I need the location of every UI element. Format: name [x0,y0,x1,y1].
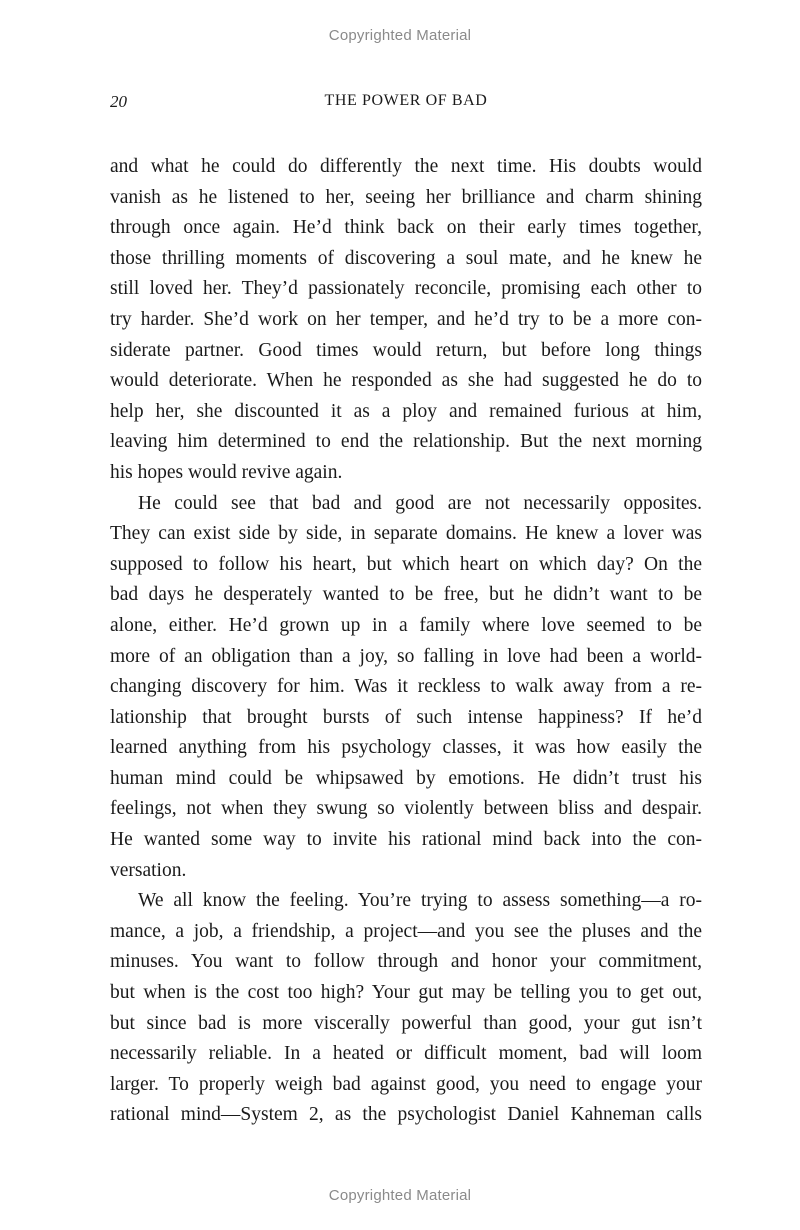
text-line: try harder. She’d work on her temper, and he’d try to be a more con- [110,308,702,330]
text-line: those thrilling moments of discovering a soul mate, and he knew he [110,247,702,269]
text-line: changing discovery for him. Was it reckless to walk away from a re- [110,676,702,698]
text-line: He wanted some way to invite his rational mind back into the con- [110,829,702,851]
text-line: larger. To properly weigh bad against good, you need to engage your [110,1073,702,1095]
body-text [110,152,702,1131]
text-line: but since bad is more viscerally powerful than good, your gut isn’t [110,1012,702,1034]
text-line: leaving him determined to end the relationship. But the next morning [110,431,702,453]
text-line: and what he could do differently the next time. His doubts would [110,156,702,177]
text-line: siderate partner. Good times would return, but before long things [110,339,702,361]
page-number: 20 [110,92,127,111]
text-line: They can exist side by side, in separate domains. He knew a lover was [110,523,702,545]
text-line: We all know the feeling. You’re trying to assess something—a ro- [138,890,702,912]
text-line: vanish as he listened to her, seeing her brilliance and charm shining [110,186,702,208]
text-line: but when is the cost too high? Your gut may be telling you to get out, [110,982,702,1004]
copyright-watermark-top: Copyrighted Material [328,27,472,44]
text-line: would deteriorate. When he responded as she had suggested he do to [110,370,702,392]
text-line: alone, either. He’d grown up in a family where love seemed to be [110,614,702,636]
text-line: help her, she discounted it as a ploy and remained furious at him, [110,400,702,422]
copyright-watermark-bottom: Copyrighted Material [328,1187,472,1204]
paragraph [110,886,702,1131]
text-line: lationship that brought bursts of such intense happiness? If he’d [110,706,702,728]
text-line: human mind could be whipsawed by emotions. He didn’t trust his [110,767,702,789]
text-line: rational mind—System 2, as the psychologist Daniel Kahneman calls [110,1104,702,1126]
text-line: supposed to follow his heart, but which heart on which day? On the [110,553,702,575]
text-line: learned anything from his psychology classes, it was how easily the [110,737,702,759]
text-line: necessarily reliable. In a heated or difficult moment, bad will loom [110,1043,702,1065]
paragraph [110,489,702,887]
text-line: He could see that bad and good are not necessarily opposites. [138,492,702,514]
text-line: minuses. You want to follow through and honor your commitment, [110,951,702,973]
book-title: THE POWER OF BAD [324,92,488,109]
text-line: more of an obligation than a joy, so falling in love had been a world- [110,645,702,667]
text-line: versation. [110,859,187,881]
text-line: still loved her. They’d passionately reconcile, promising each other to [110,278,702,300]
text-line: his hopes would revive again. [110,461,343,483]
running-head [110,92,702,114]
text-line: feelings, not when they swung so violently between bliss and despair. [110,798,702,820]
paragraph [110,152,702,489]
text-line: mance, a job, a friendship, a project—and you see the pluses and the [110,920,702,942]
text-line: through once again. He’d think back on their early times together, [110,217,702,239]
text-line: bad days he desperately wanted to be free, but he didn’t want to be [110,584,702,606]
